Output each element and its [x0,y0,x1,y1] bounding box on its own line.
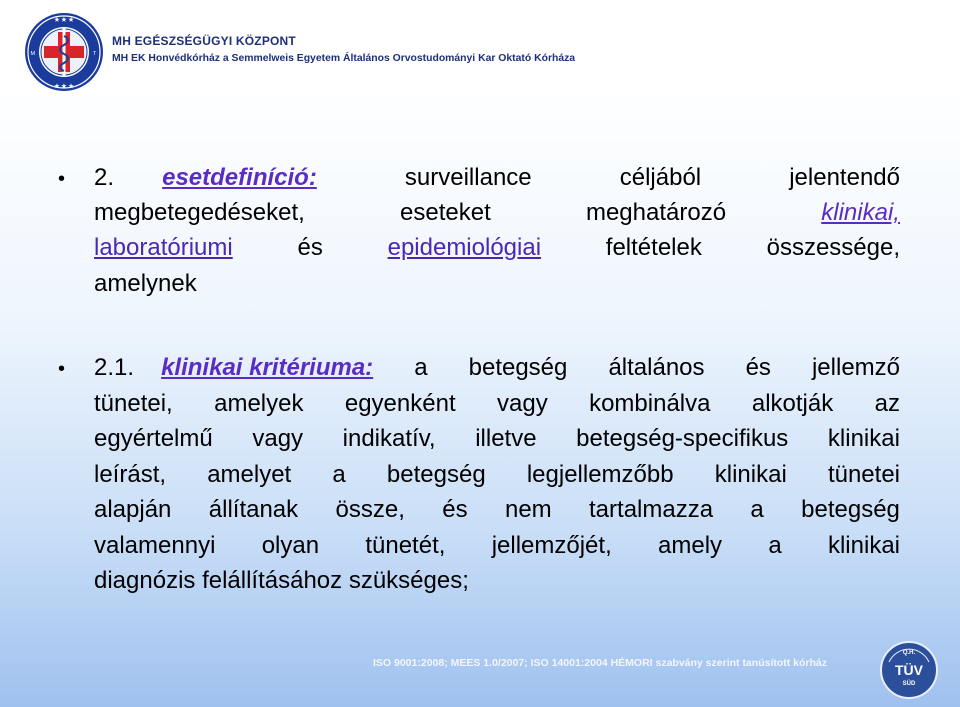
text-line: valamennyi olyan tünetét, jellemzőjét, amely a klinikai [94,532,900,559]
tuv-certification-badge-icon [878,640,940,700]
certification-text: ISO 9001:2008; MEES 1.0/2007; ISO 14001:2004 HÉMORI szabvány szerint tanúsított kórház [373,657,828,669]
header [0,0,960,100]
link-epidemiologiai[interactable]: epidemiológiai [387,234,542,261]
text-line: diagnózis felállításához szükséges; [94,567,469,594]
text-line: megbetegedéseket, eseteket meghatározó klinikai, [94,195,900,231]
text-line: 2. esetdefiníció: surveillance céljából jelentendő [94,160,900,196]
link-klinikai[interactable]: klinikai, [821,199,900,226]
medical-seal-icon [24,12,104,92]
svg-text:★ ★ ★: ★ ★ ★ [54,17,74,24]
svg-text:M: M [30,51,36,57]
term-esetdefinicio[interactable]: esetdefiníció: [162,164,317,191]
text-line: egyértelmű vagy indikatív, illetve betegség-specifikus klinikai [94,425,900,452]
org-name: MH EGÉSZSÉGÜGYI KÖZPONT [112,34,296,48]
badge-main-text: TÜV [895,662,923,678]
text-line: alapján állítanak össze, és nem tartalmazza a betegség [94,496,900,523]
svg-text:★ ★ ★: ★ ★ ★ [54,84,74,90]
text-line: 2.1. klinikai kritériuma: a betegség általános és jellemző [94,350,900,386]
badge-top-text: Q.H. [902,650,916,656]
badge-sub-text: SÜD [902,681,916,687]
org-subtitle: MH EK Honvédkórház a Semmelweis Egyetem Általános Orvostudományi Kar Oktató Kórháza [112,53,576,64]
text-line: laboratóriumi és epidemiológiai feltételek összessége, [94,230,900,266]
term-klinikai-kriteriuma[interactable]: klinikai kritériuma: [161,354,374,381]
bullet-dot: • [58,358,66,380]
text-line: leírást, amelyet a betegség legjellemzőbb klinikai tünetei [94,461,900,488]
text-line: amelynek [94,270,197,297]
bullet-dot: • [58,168,66,190]
svg-text:T: T [93,51,97,57]
text-line: tünetei, amelyek egyenként vagy kombinálva alkotják az [94,390,900,417]
link-laboratoriumi[interactable]: laboratóriumi [94,234,233,261]
